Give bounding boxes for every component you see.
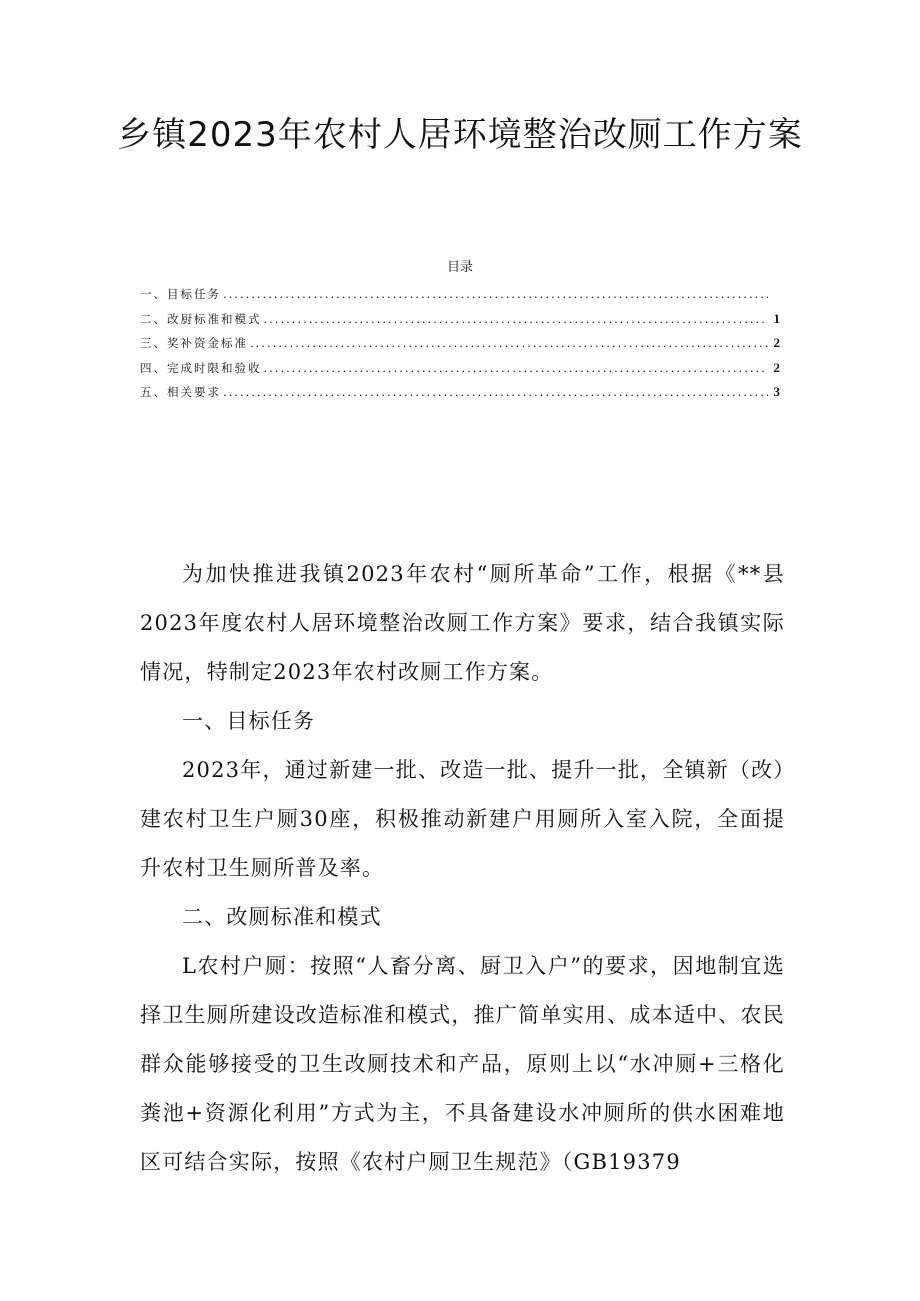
document-body xyxy=(140,550,785,1187)
toc-entry[interactable] xyxy=(140,359,780,384)
intro-paragraph: 为加快推进我镇2023年农村“厕所革命”工作，根据《**县2023年度农村人居环境整治改厕工作方案》要求，结合我镇实际情况，特制定2023年农村改厕工作方案。 xyxy=(140,562,785,684)
toc-entry-label: 三、奖补资金标准 xyxy=(140,336,248,350)
toc-entry[interactable] xyxy=(140,334,780,359)
toc-entry[interactable] xyxy=(140,383,780,408)
document-title: 乡镇2023年农村人居环境整治改厕工作方案 xyxy=(117,115,803,155)
table-of-contents xyxy=(140,285,780,408)
toc-entry-label: 一、目标任务 xyxy=(140,287,221,301)
toc-entry-label: 二、改厨标准和模式 xyxy=(140,311,262,326)
toc-entry-page: 3 xyxy=(773,384,780,399)
section-body-goals: 2023年，通过新建一批、改造一批、提升一批，全镇新（改）建农村卫生户厕30座，积极推动新建户用厕所入室入院，全面提升农村卫生厕所普及率。 xyxy=(140,758,785,880)
toc-entry[interactable] xyxy=(140,285,780,310)
toc-entry-page: 1 xyxy=(773,310,780,326)
toc-heading: 目录 xyxy=(446,260,473,275)
toc-dot-leader xyxy=(223,285,768,303)
toc-dot-leader xyxy=(264,359,769,377)
toc-entry-page: 2 xyxy=(773,359,780,375)
section-body-standards: L农村户厕：按照“人畜分离、厨卫入户”的要求，因地制宜选择卫生厕所建设改造标准和模式，推广简单实用、成本适中、农民群众能够接受的卫生改厕技术和产品，原则上以“水冲厕+三格化粪池+资源化利用”方式为主，不具备建设水冲厕所的供水困难地区可结合实际，按照《农村户厕卫生规范》（GB19379 xyxy=(140,954,785,1174)
section-heading-standards: 二、改厕标准和模式 xyxy=(182,905,382,929)
section-heading-goals: 一、目标任务 xyxy=(182,709,316,733)
toc-entry-label: 五、相关要求 xyxy=(140,385,221,399)
toc-dot-leader xyxy=(250,334,768,352)
toc-entry[interactable] xyxy=(140,310,780,335)
toc-dot-leader xyxy=(223,383,768,401)
toc-entry-page: 2 xyxy=(773,335,780,350)
toc-entry-label: 四、完成时限和验收 xyxy=(140,360,262,375)
toc-dot-leader xyxy=(264,310,769,328)
